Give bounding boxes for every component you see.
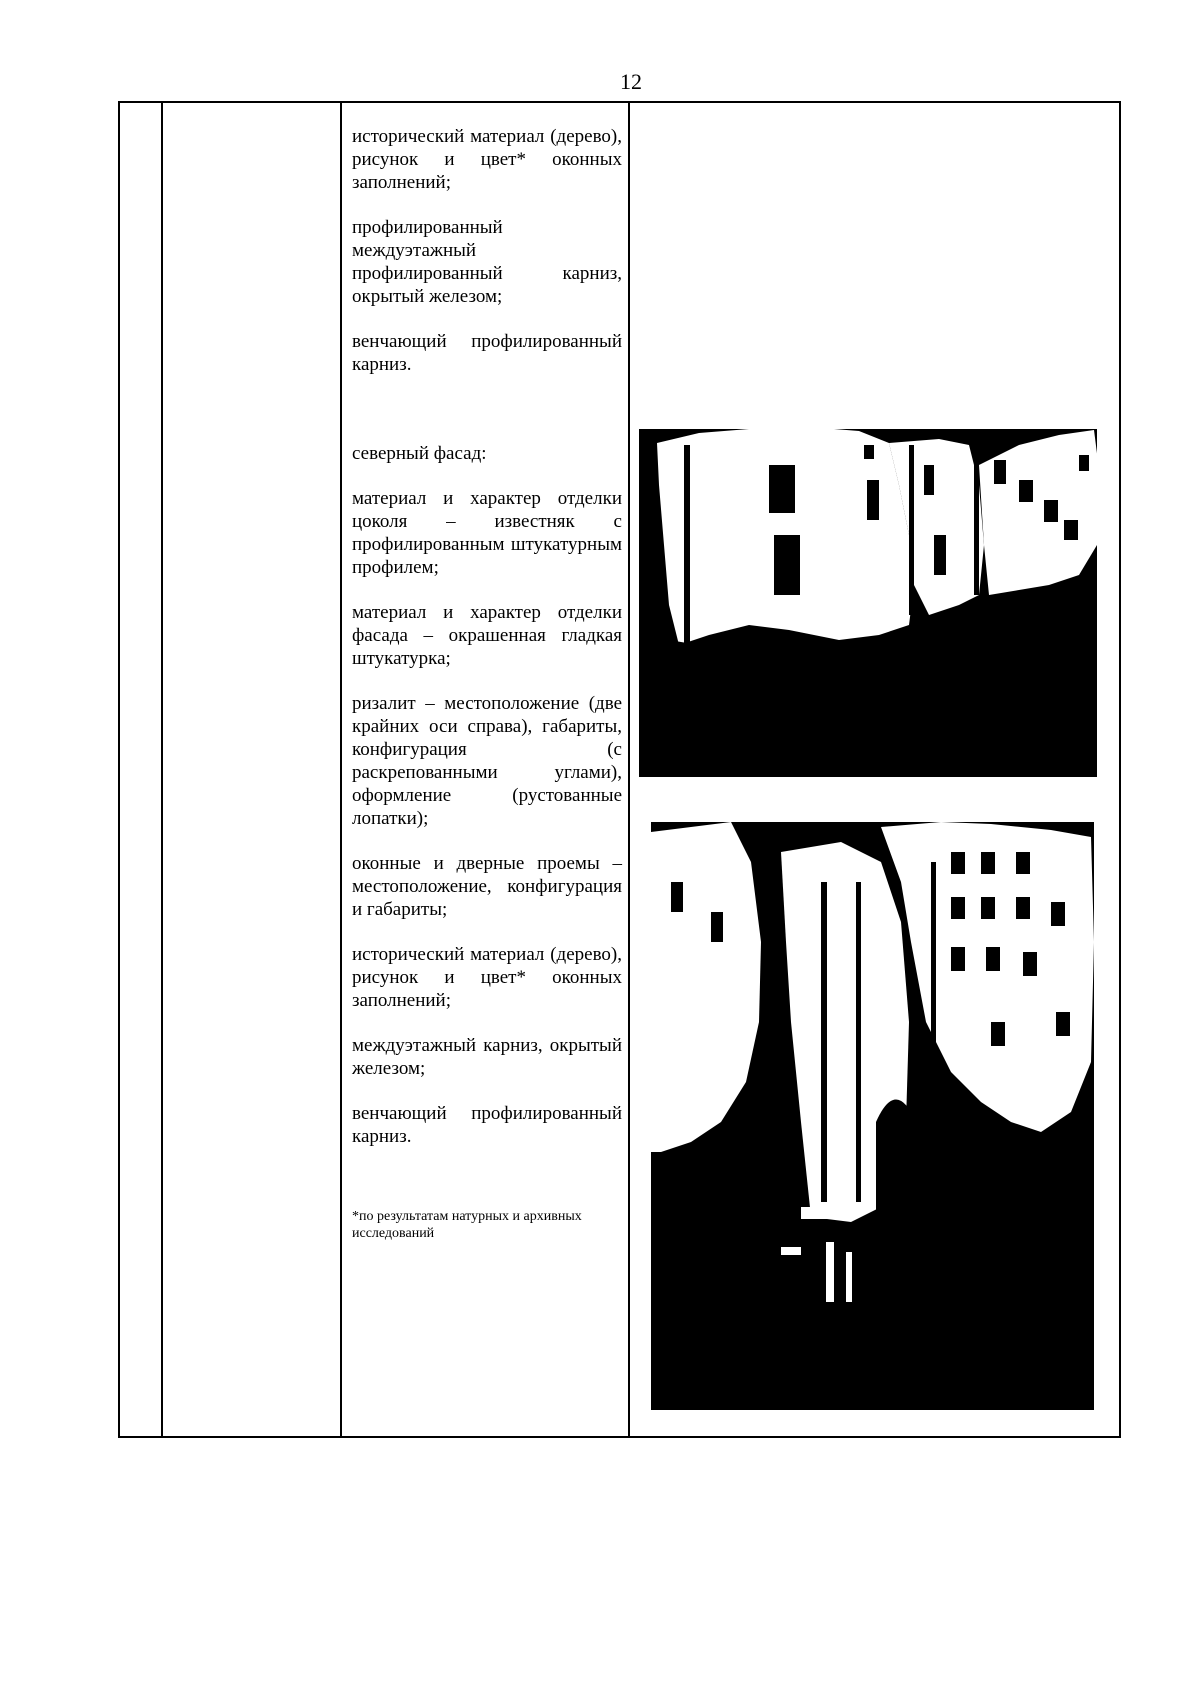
paragraph: венчающий профилированный карниз. [352, 1103, 622, 1147]
paragraph: исторический материал (дерево), рисунок и цвет* оконных заполнений; [352, 944, 622, 1011]
facade-photo-1 [639, 425, 1107, 777]
paragraph: материал и характер отделки фасада – окрашенная гладкая штукатурка; [352, 602, 622, 669]
paragraph: ризалит – местоположение (две крайних оси справа), габариты, конфигурация (с раскрепованными углами), оформление (рустованные лопатки); [352, 693, 622, 829]
paragraph: материал и характер отделки цоколя – известняк с профилированным штукатурным профилем; [352, 488, 622, 578]
column-divider-3 [628, 103, 630, 1436]
paragraph: междуэтажный карниз, окрытый железом; [352, 1035, 622, 1079]
paragraph: оконные и дверные проемы – местоположение, конфигурация и габариты; [352, 853, 622, 920]
paragraph: венчающий профилированный карниз. [352, 331, 622, 375]
footnote: *по результатам натурных и архивных исследований [352, 1209, 582, 1241]
column-divider-1 [161, 103, 163, 1436]
facade-photo-2 [651, 822, 1094, 1410]
section-heading-north-facade: северный фасад: [352, 443, 487, 464]
column-divider-2 [340, 103, 342, 1436]
description-cell [352, 125, 622, 1256]
paragraph: исторический материал (дерево), рисунок и цвет* оконных заполнений; [352, 126, 622, 193]
page-number: 12 [620, 69, 642, 94]
paragraph: профилированный междуэтажный профилированный карниз, окрытый железом; [352, 217, 622, 307]
